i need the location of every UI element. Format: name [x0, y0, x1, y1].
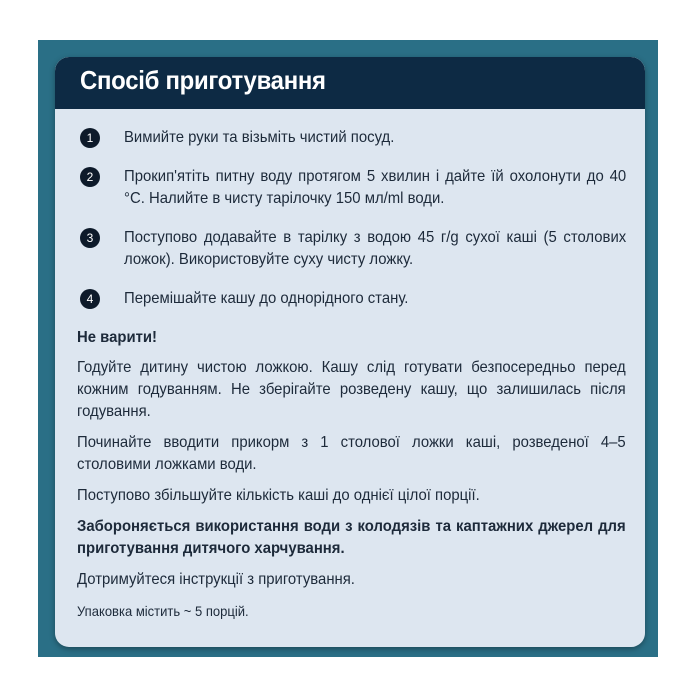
step-item	[77, 166, 627, 210]
step-item	[77, 127, 627, 149]
step-text: Перемішайте кашу до однорідного стану.	[124, 290, 409, 307]
step-text: Вимийте руки та візьміть чистий посуд.	[124, 129, 395, 146]
step-text: Поступово додавайте в тарілку з водою 45 г/g сухої каші (5 столових ложок). Використовуйте суху чисту ложку.	[124, 229, 627, 268]
panel-header	[55, 57, 645, 109]
start-paragraph: Починайте вводити прикорм з 1 столової ложки каші, розведеної 4–5 столовими ложками води.	[77, 434, 626, 473]
step-number-badge: 1	[80, 128, 100, 148]
step-text: Прокип'ятіть питну воду протягом 5 хвилин і дайте їй охолонути до 40 °С. Налийте в чисту тарілочку 150 мл/ml води.	[124, 168, 627, 207]
step-number-badge: 2	[80, 167, 100, 187]
increase-paragraph: Поступово збільшуйте кількість каші до однієї цілої порції.	[77, 487, 480, 504]
page-title: Спосіб приготування	[80, 65, 326, 95]
water-warning: Забороняється використання води з колодязів та каптажних джерел для приготування дитячого харчування.	[77, 518, 626, 557]
instructions-content	[77, 127, 627, 631]
step-item	[77, 227, 627, 271]
step-item	[77, 288, 627, 310]
feeding-paragraph: Годуйте дитину чистою ложкою. Кашу слід готувати безпосередньо перед кожним годуванням. Не зберігайте розведену кашу, що залишилась після годування.	[77, 359, 626, 420]
package-note: Упаковка містить ~ 5 порцій.	[77, 603, 249, 619]
step-number-badge: 3	[80, 228, 100, 248]
instructions-panel	[55, 57, 645, 647]
instruction-note: Дотримуйтеся інструкції з приготування.	[77, 571, 355, 588]
warning-heading: Не варити!	[77, 329, 158, 346]
step-number-badge: 4	[80, 289, 100, 309]
